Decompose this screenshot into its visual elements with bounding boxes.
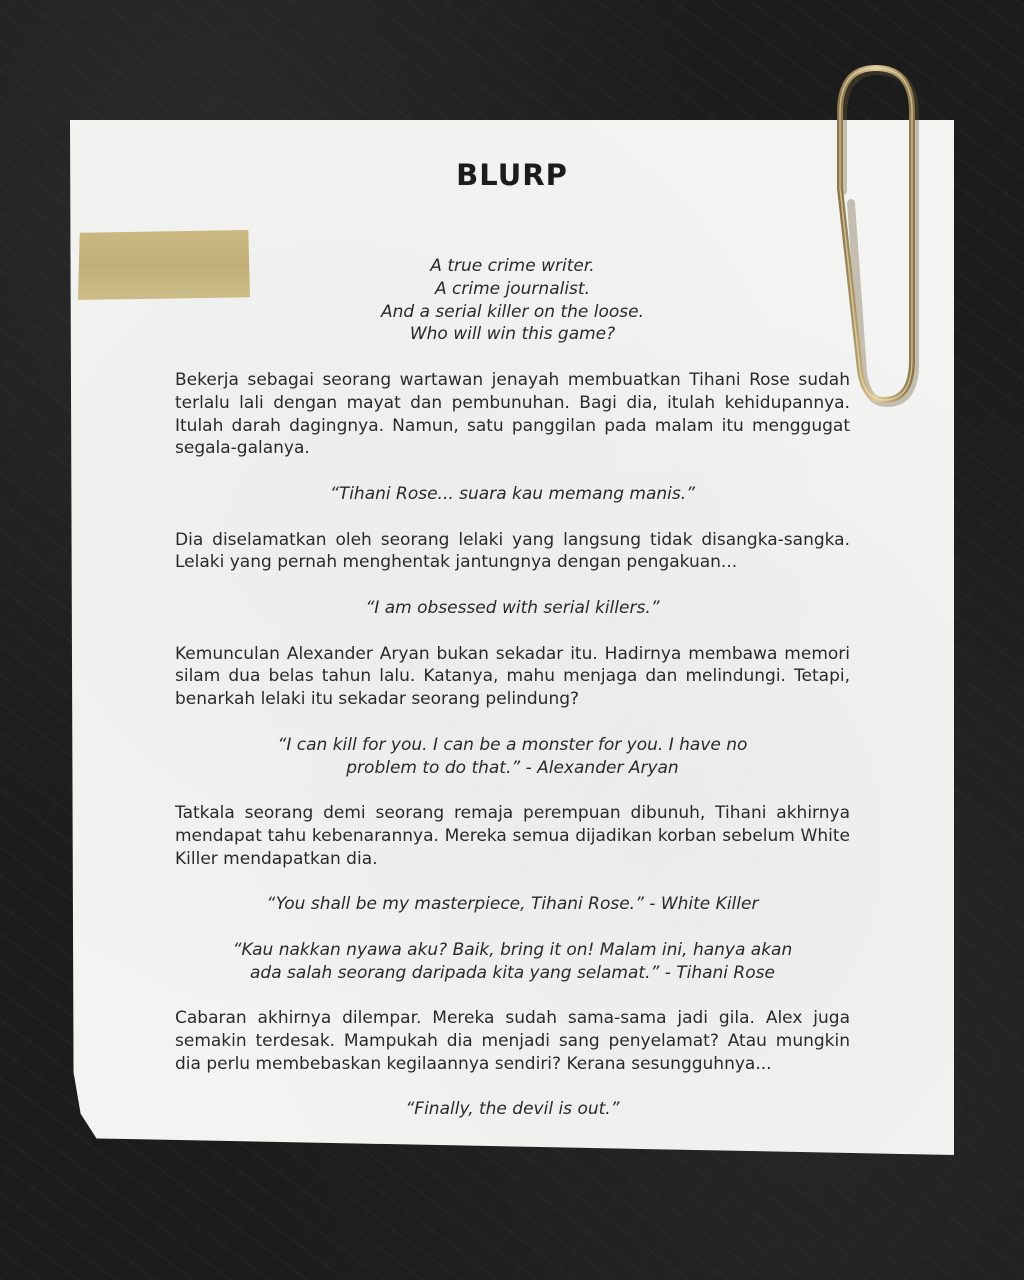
tagline-line: A crime journalist. xyxy=(435,278,590,299)
quote: “Tihani Rose... suara kau memang manis.” xyxy=(330,483,695,504)
quote-line: “I can kill for you. I can be a monster for you. I have no xyxy=(277,734,748,755)
quote xyxy=(175,939,850,985)
quote-line: problem to do that.” - Alexander Aryan xyxy=(346,757,679,778)
blurb-body xyxy=(175,255,850,1144)
quote: “You shall be my masterpiece, Tihani Rose.” - White Killer xyxy=(266,894,759,915)
tagline-line: Who will win this game? xyxy=(409,324,616,345)
tagline xyxy=(175,255,850,346)
quote: “I am obsessed with serial killers.” xyxy=(365,597,660,618)
quote-line: ada salah seorang daripada kita yang selamat.” - Tihani Rose xyxy=(250,962,775,983)
paragraph: Tatkala seorang demi seorang remaja perempuan dibunuh, Tihani akhirnya mendapat tahu kebenarannya. Mereka semua dijadikan korban sebelum White Killer mendapatkan dia. xyxy=(175,803,850,869)
tagline-line: A true crime writer. xyxy=(430,256,595,276)
page-title: BLURP xyxy=(456,158,568,192)
paragraph: Kemunculan Alexander Aryan bukan sekadar itu. Hadirnya membawa memori silam dua belas tahun lalu. Katanya, mahu menjaga dan melindungi. Tetapi, benarkah lelaki itu sekadar seorang pelindung? xyxy=(175,643,850,710)
tagline-line: And a serial killer on the loose. xyxy=(381,301,644,322)
quote xyxy=(175,734,850,780)
paragraph: Cabaran akhirnya dilempar. Mereka sudah sama-sama jadi gila. Alex juga semakin terdesak. Mampukah dia menjadi sang penyelamat? Atau mungkin dia perlu membebaskan kegilaannya sendiri? Kerana sesungguhnya... xyxy=(175,1008,850,1074)
quote: “Finally, the devil is out.” xyxy=(405,1099,620,1120)
paragraph: Bekerja sebagai seorang wartawan jenayah membuatkan Tihani Rose sudah terlalu lali dengan mayat dan pembunuhan. Bagi dia, itulah kehidupannya. Itulah darah dagingnya. Namun, satu panggilan pada malam itu menggugat segala-galanya. xyxy=(175,369,850,459)
paragraph: Dia diselamatkan oleh seorang lelaki yang langsung tidak disangka-sangka. Lelaki yang pernah menghentak jantungnya dengan pengakuan... xyxy=(175,529,850,573)
quote-line: “Kau nakkan nyawa aku? Baik, bring it on! Malam ini, hanya akan xyxy=(232,939,793,960)
